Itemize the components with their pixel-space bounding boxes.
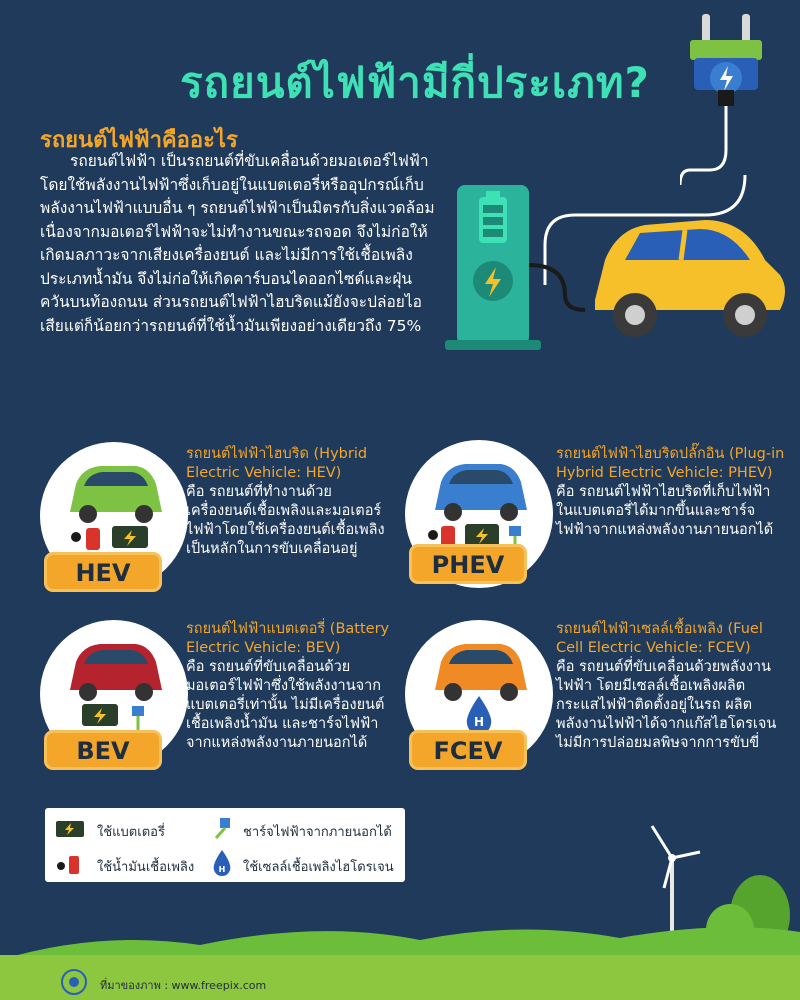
phev-desc: คือ รถยนต์ไฟฟ้าไฮบริดที่เก็บไฟฟ้าในแบตเตอรี่ได้มากขึ้นและชาร์จไฟฟ้าจากแหล่งพลังงานภายนอกได้: [556, 484, 774, 538]
legend-fuel: ใช้น้ำมันเชื้อเพลิง: [97, 860, 195, 875]
fcev-title: รถยนต์ไฟฟ้าเซลล์เชื้อเพลิง (Fuel Cell Electric Vehicle: FCEV): [556, 621, 763, 656]
hev-label: HEV: [44, 552, 162, 592]
phev-title: รถยนต์ไฟฟ้าไฮบริดปลั๊กอิน (Plug-in Hybrid Electric Vehicle: PHEV): [556, 446, 785, 481]
fcev-text: [556, 620, 786, 753]
hev-desc: คือ รถยนต์ที่ทำงานด้วยเครื่องยนต์เชื้อเพลิงและมอเตอร์ไฟฟ้าโดยใช้เครื่องยนต์เชื้อเพลิงเป็นหลักในการขับเคลื่อนอยู่: [186, 484, 385, 557]
bev-label: BEV: [44, 730, 162, 770]
page-title: รถยนต์ไฟฟ้ามีกี่ประเภท?: [180, 58, 650, 107]
hev-title: รถยนต์ไฟฟ้าไฮบริด (Hybrid Electric Vehicle: HEV): [186, 446, 368, 481]
legend-charge: ชาร์จไฟฟ้าจากภายนอกได้: [243, 825, 392, 840]
fcev-label: FCEV: [409, 730, 527, 770]
phev-text: [556, 445, 786, 540]
landscape-illustration: [0, 820, 800, 960]
bev-desc: คือ รถยนต์ที่ขับเคลื่อนด้วยมอเตอร์ไฟฟ้าซึ่งใช้พลังงานจากแบตเตอรี่เท่านั้น ไม่มีเครื่องยนต์เชื้อเพลิงน้ำมัน และชาร์จไฟฟ้าจากแหล่งพลังงานภายนอกได้: [186, 659, 385, 751]
fcev-desc: คือ รถยนต์ที่ขับเคลื่อนด้วยพลังงานไฟฟ้า โดยมีเซลล์เชื้อเพลิงผลิตกระแสไฟฟ้าติดตั้งอยู่ในรถ ผลิตพลังงานไฟฟ้าได้จากแก๊สไฮโดรเจนไม่มีการปล่อยมลพิษจากการขับขี่: [556, 659, 777, 751]
svg-text:H: H: [473, 715, 485, 729]
hev-text: [186, 445, 391, 559]
image-credit: ที่มาของภาพ : www.freepix.com: [100, 979, 267, 992]
phev-label: PHEV: [409, 544, 527, 584]
bev-text: [186, 620, 391, 753]
charging-car-illustration: [445, 175, 790, 350]
bev-title: รถยนต์ไฟฟ้าแบตเตอรี่ (Battery Electric Vehicle: BEV): [186, 621, 390, 656]
intro-heading: รถยนต์ไฟฟ้าคืออะไร: [40, 128, 238, 153]
intro-body: รถยนต์ไฟฟ้า เป็นรถยนต์ที่ขับเคลื่อนด้วยมอเตอร์ไฟฟ้าโดยใช้พลังงานไฟฟ้าซึ่งเก็บอยู่ในแบตเตอรี่หรืออุปกรณ์เก็บพลังงานไฟฟ้าแบบอื่น ๆ รถยนต์ไฟฟ้าเป็นมิตรกับสิ่งแวดล้อม เนื่องจากมอเตอร์ไฟฟ้าจะไม่ทำงานขณะรถจอด จึงไม่ก่อให้เกิดมลภาวะจากเสียงเครื่องยนต์ และไม่มีการใช้เชื้อเพลิงประเภทน้ำมัน จึงไม่ก่อให้เกิดคาร์บอนไดออกไซด์และฝุ่นควันบนท้องถนน ส่วนรถยนต์ไฟฟ้าไฮบริดแม้ยังจะปล่อยไอเสียแต่ก็น้อยกว่ารถยนต์ที่ใช้น้ำมันเพียงอย่างเดียวถึง 75%: [40, 152, 435, 335]
legend-hydrogen: ใช้เซลล์เชื้อเพลิงไฮโดรเจน: [243, 860, 394, 875]
logo-icon: [60, 968, 88, 996]
legend-battery: ใช้แบตเตอรี่: [97, 825, 165, 840]
svg-text:H: H: [218, 865, 226, 874]
